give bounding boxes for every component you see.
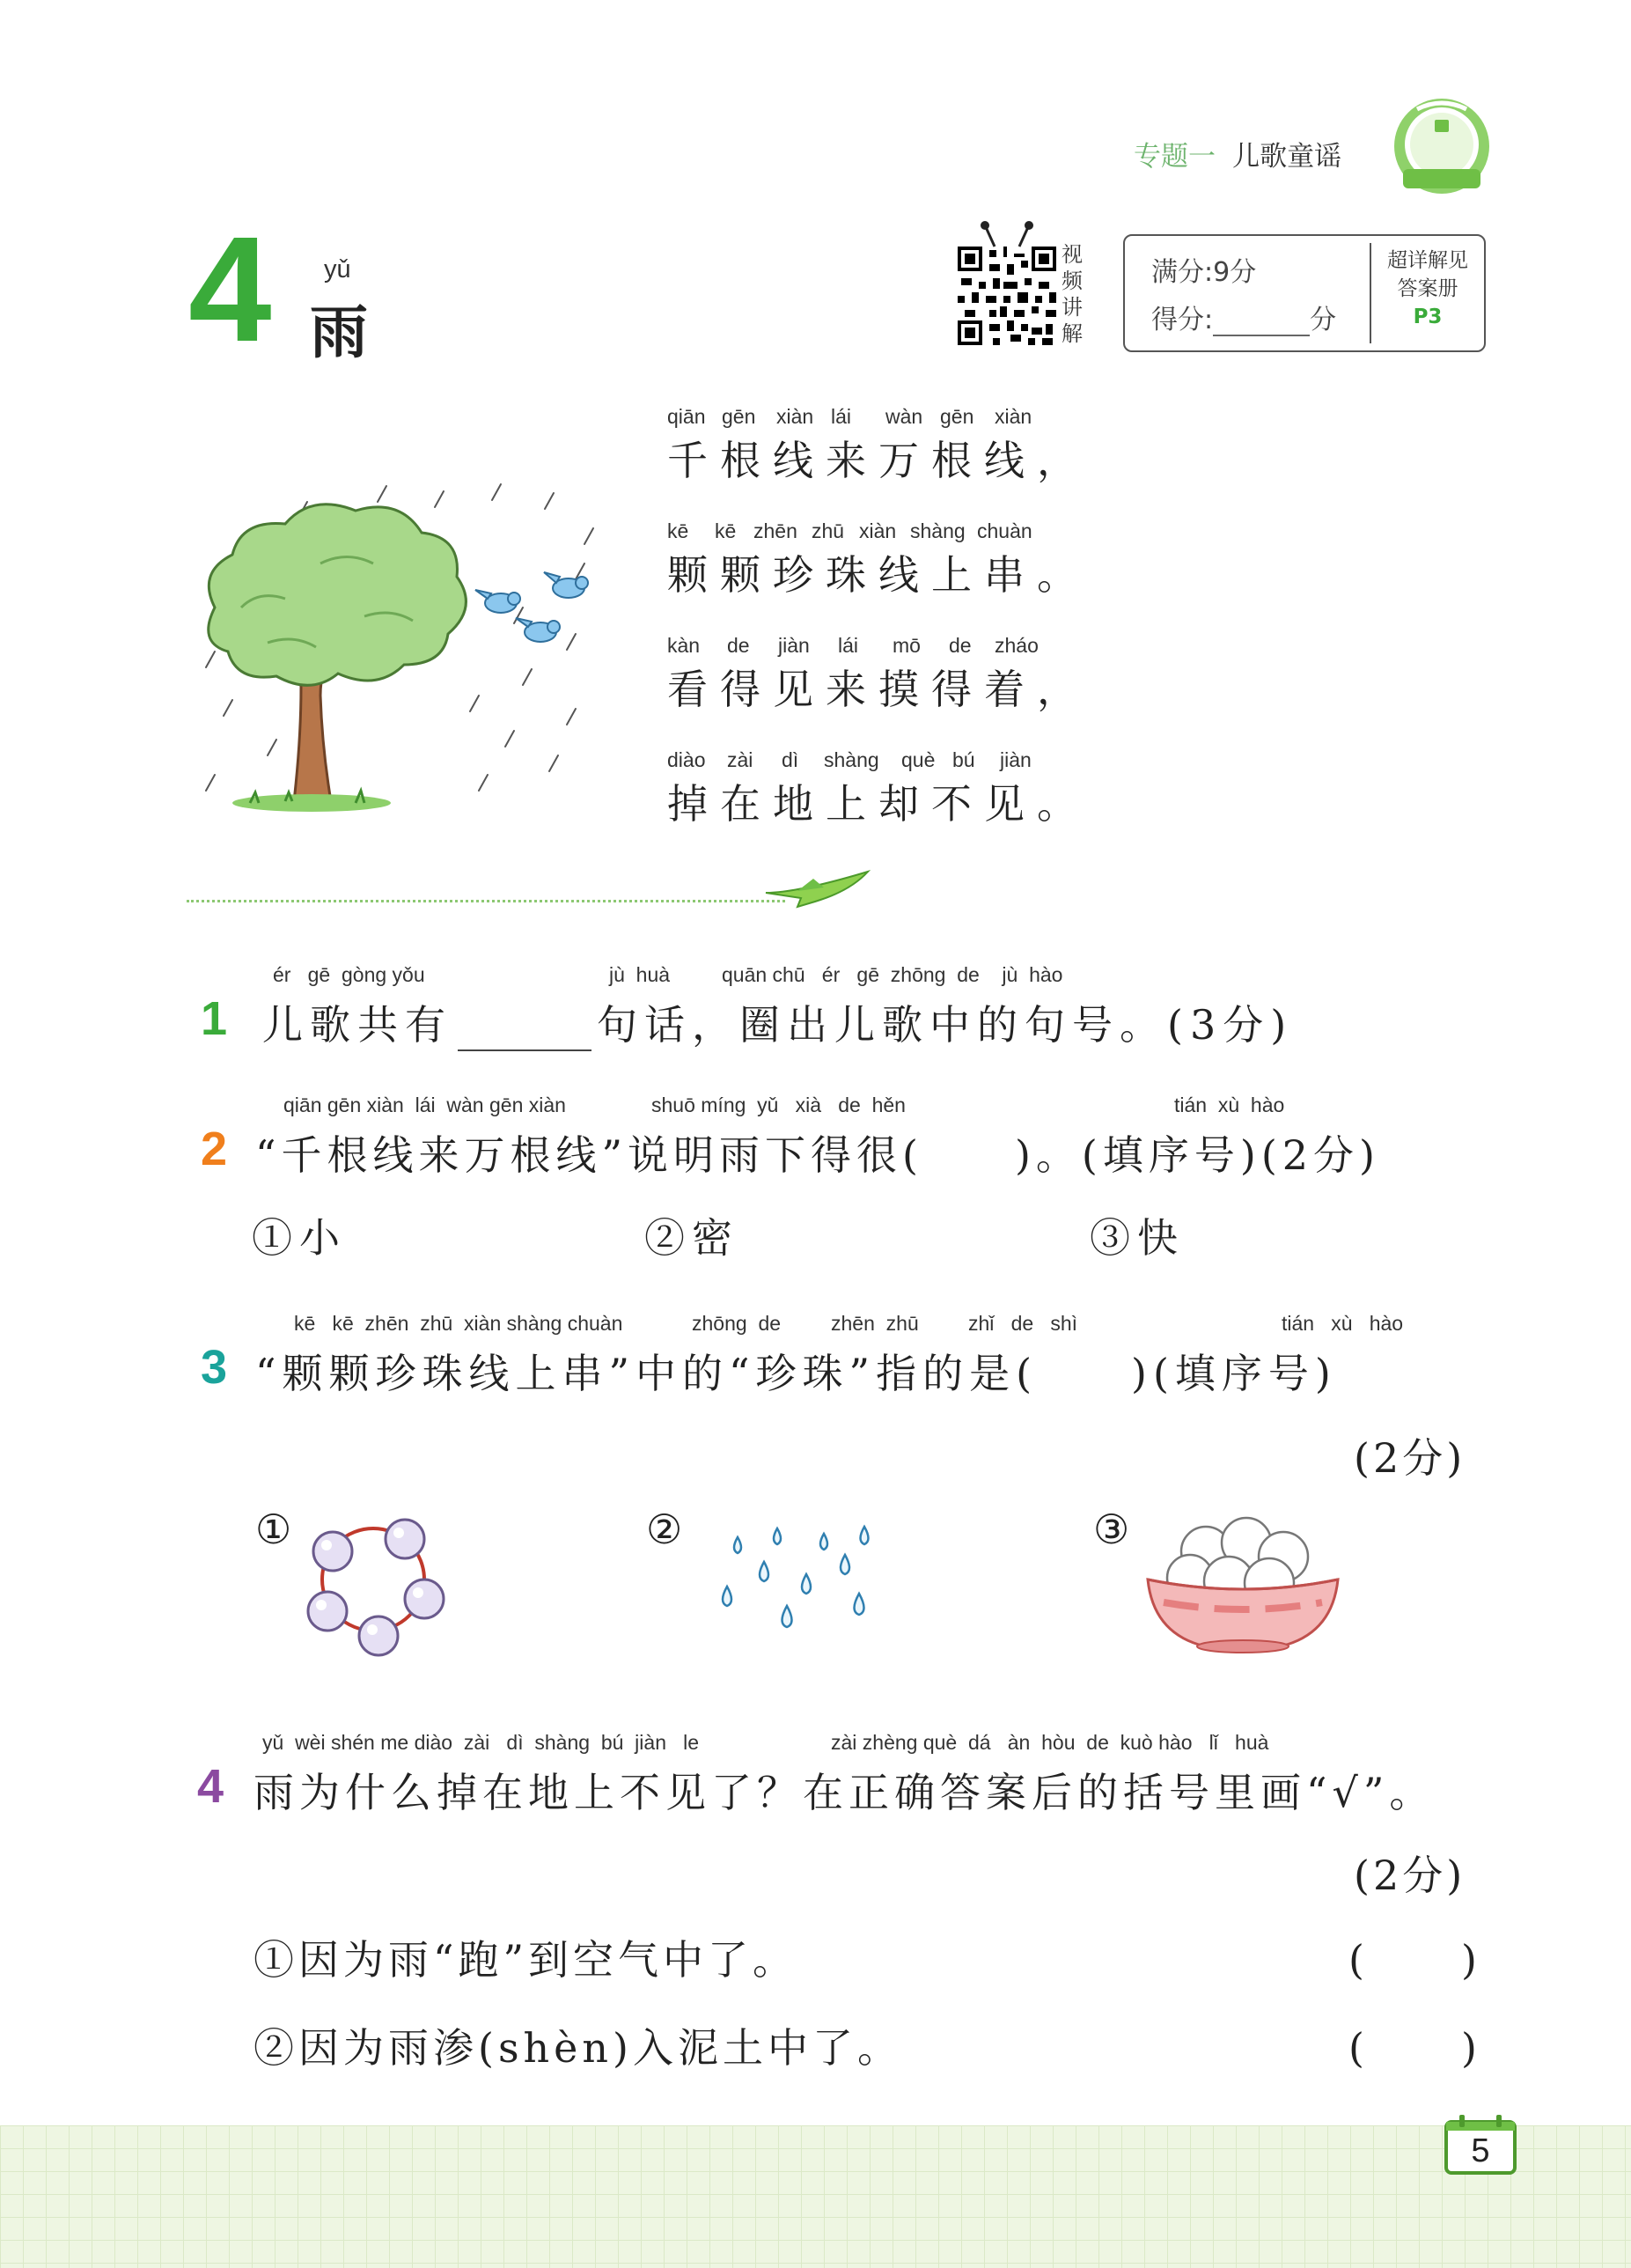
poem-line-pinyin: kē kē zhēn zhū xiàn shàng chuàn [667,519,1032,542]
rain-tree-illustration [188,475,611,828]
q4-points: (2分) [1354,1852,1466,1899]
bead-necklace-icon [298,1507,456,1657]
topic-title: 儿歌童谣 [1232,141,1342,173]
lesson-number: 4 [188,206,272,373]
poem-line [667,748,1090,830]
q2-pinyin-c: tián xù hào [1174,1094,1285,1116]
q4-number: 4 [197,1760,224,1813]
q1-pinyin-b: jù huà [609,963,671,986]
video-label [1062,241,1088,347]
q4-text: 雨为什么掉在地上不见了？在正确答案后的括号里画“√”。 [253,1769,1436,1816]
q1-text [262,993,1293,1051]
poem-line-text: 看得见来摸得着， [667,666,1090,713]
poem-line [667,405,1090,487]
q4-answer-checkbox[interactable]: ( ) [1348,1936,1482,1984]
q3-pinyin-b: zhōng de [692,1312,782,1335]
video-label-char: 频 [1062,269,1083,293]
answer-note-line2: 答案册 [1397,277,1458,300]
q3-points: (2分) [1354,1434,1466,1482]
q2-option[interactable]: ②密 [644,1214,739,1262]
page-header [1134,134,1341,178]
answer-page: P3 [1413,306,1443,328]
score-box [1123,234,1486,352]
lesson-title: 雨 [310,298,368,366]
q4-answer-option: ②因为雨渗(shèn)入泥土中了。 [253,2024,902,2072]
q4-answer-checkbox[interactable]: ( ) [1348,2024,1482,2072]
q4-pinyin-a: yǔ wèi shén me diào zài dì shàng bú jiàn le [262,1731,700,1754]
page-number: 5 [1471,2132,1490,2169]
answer-note-line1: 超详解见 [1387,249,1468,272]
rice-ball-bowl-icon [1137,1507,1348,1657]
series-badge-icon [1391,95,1493,199]
q1-text-b: 句话，圈出儿歌中的句号。(3分) [597,1001,1294,1049]
q1-text-a: 儿歌共有 [262,1001,452,1049]
poem-line-text: 千根线来万根线， [667,437,1090,484]
q2-options [252,1206,1484,1262]
poem-line-text: 颗颗珍珠线上串。 [667,551,1090,599]
video-label-char: 解 [1062,321,1083,346]
poem-line-text: 掉在地上却不见。 [667,780,1090,828]
answer-note [1373,247,1482,331]
score-blank[interactable] [1213,310,1310,336]
tv-antenna-icon [975,220,1039,250]
score-label: 得分: [1151,305,1214,335]
topic-label: 专题一 [1134,141,1216,173]
video-label-char: 视 [1062,242,1083,267]
q3-option-label[interactable]: ① [255,1506,299,1553]
section-divider [187,900,785,902]
q3-pinyin-e: tián xù hào [1282,1312,1404,1335]
q4-pinyin-b: zài zhèng què dá àn hòu de kuò hào lǐ huà [831,1731,1269,1754]
raindrops-icon [702,1511,896,1643]
q3-pinyin-c: zhēn zhū [831,1312,919,1335]
q3-number: 3 [201,1341,228,1394]
q3-pinyin-d: zhǐ de shì [968,1312,1078,1335]
q2-number: 2 [201,1123,228,1175]
footer-grid [0,2125,1631,2268]
poem-line-pinyin: qiān gēn xiàn lái wàn gēn xiàn [667,405,1032,428]
q3-option-label[interactable]: ② [646,1506,690,1553]
q1-answer-blank[interactable] [458,1014,591,1051]
q3-option-label[interactable]: ③ [1093,1506,1137,1553]
score-row [1151,298,1336,336]
q2-pinyin-a: qiān gēn xiàn lái wàn gēn xiàn [283,1094,566,1116]
q3-pinyin-a: kē kē zhēn zhū xiàn shàng chuàn [294,1312,623,1335]
full-score: 满分:9分 [1151,257,1257,288]
q1-number: 1 [201,992,228,1045]
q1-pinyin-c: quān chū ér gē zhōng de jù hào [722,963,1063,986]
page-number-box [1444,2113,1517,2176]
qr-code-icon[interactable] [958,247,1056,345]
lesson-title-pinyin: yǔ [324,255,351,284]
q3-text: “颗颗珍珠线上串”中的“珍珠”指的是( )(填序号) [255,1350,1337,1397]
score-divider [1370,243,1371,343]
q2-option[interactable]: ①小 [252,1214,347,1262]
q2-text: “千根线来万根线”说明雨下得很( )。(填序号)(2分) [255,1131,1380,1179]
poem-line-pinyin: kàn de jiàn lái mō de zháo [667,634,1039,657]
q4-answer-option: ①因为雨“跑”到空气中了。 [253,1936,798,1984]
poem-line-pinyin: diào zài dì shàng què bú jiàn [667,748,1032,771]
score-unit: 分 [1310,305,1337,335]
video-label-char: 讲 [1062,295,1083,320]
q2-pinyin-b: shuō míng yǔ xià de hěn [651,1094,906,1116]
q2-option[interactable]: ③快 [1090,1214,1185,1262]
poem-line [667,634,1090,716]
q1-pinyin-a: ér gē gòng yǒu [273,963,425,986]
paper-plane-icon [762,866,877,910]
poem-line [667,519,1090,601]
